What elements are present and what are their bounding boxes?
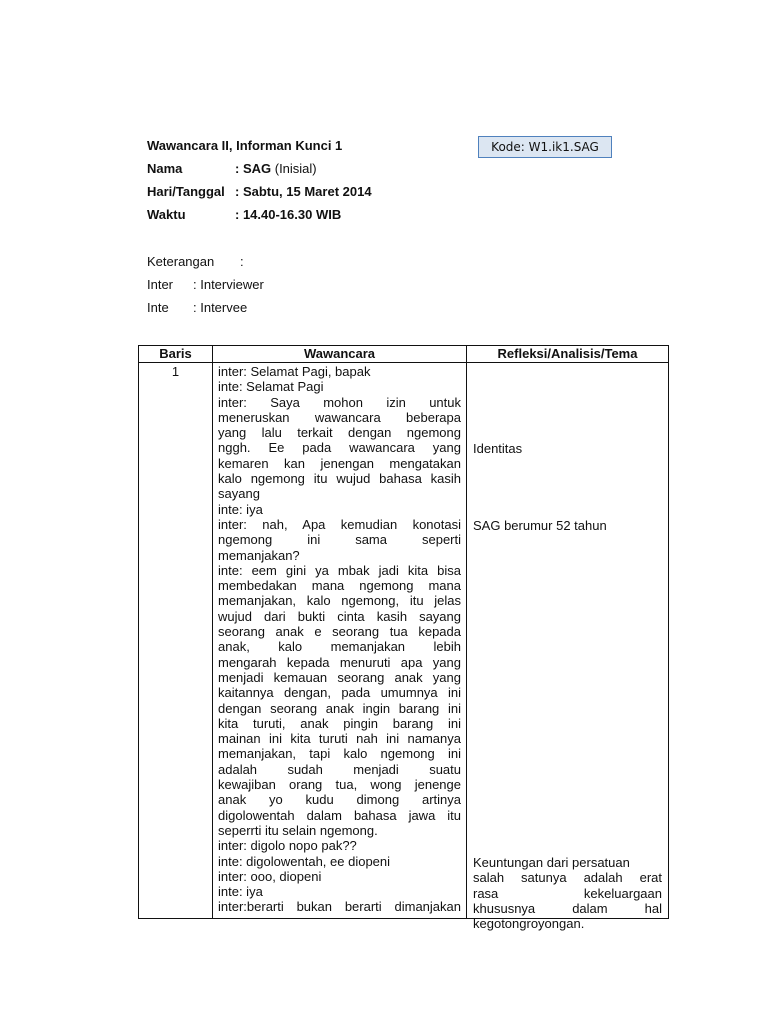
- wawancara-line: inte: Selamat Pagi: [218, 379, 324, 395]
- tanggal-label: Hari/Tanggal: [147, 184, 225, 199]
- refleksi-identitas: Identitas: [473, 441, 523, 456]
- header-wawancara: Wawancara: [213, 346, 467, 363]
- keterangan-label: Keterangan: [147, 254, 215, 269]
- wawancara-line: membedakan mana ngemong mana: [218, 578, 461, 594]
- document-title: [147, 138, 342, 154]
- refleksi-umur: SAG berumur 52 tahun: [473, 518, 607, 533]
- tanggal-value: : Sabtu, 15 Maret 2014: [235, 184, 372, 199]
- code-box: Kode: W1.ik1.SAG: [478, 136, 612, 158]
- legend-value: : Intervee: [193, 300, 248, 315]
- wawancara-line: mengarah kepada menuruti apa yang: [218, 654, 461, 670]
- header-refleksi: Refleksi/Analisis/Tema: [467, 346, 669, 363]
- wawancara-line: memanjakan, tapi kalo ngemong ini: [218, 746, 461, 762]
- wawancara-line: inter: nah, Apa kemudian konotasi: [218, 516, 461, 532]
- wawancara-line: menjadi kemauan seorang anak yang: [218, 669, 461, 685]
- wawancara-line: mainan ini kita turuti nah ini namanya: [218, 731, 461, 747]
- wawancara-line: inte: eem gini ya mbak jadi kita bisa: [218, 562, 461, 578]
- legend-inte: [147, 300, 247, 316]
- wawancara-line: digolowentah dalam bahasa jawa itu: [218, 807, 461, 823]
- wawancara-line: inter:berarti bukan berarti dimanjakan: [218, 899, 461, 915]
- refleksi-keuntungan: [473, 855, 662, 931]
- nama-label: Nama: [147, 161, 183, 176]
- interview-table: [138, 345, 669, 932]
- wawancara-line: seorang anak e seorang tua kepada: [218, 624, 461, 640]
- wawancara-line: yang lalu terkait dengan ngemong: [218, 425, 461, 441]
- tanggal-line: [147, 184, 372, 200]
- table-header-row: [139, 346, 669, 363]
- wawancara-line: adalah sudah menjadi suatu: [218, 761, 461, 777]
- wawancara-line: inte: iya: [218, 501, 263, 517]
- wawancara-line: kaitannya dengan, pada umumnya ini: [218, 685, 461, 701]
- wawancara-line: anak yo kudu dimong artinya: [218, 792, 461, 808]
- table-row: [139, 363, 669, 919]
- wawancara-line: memanjakan, kalo ngemong, itu jelas: [218, 593, 461, 609]
- wawancara-line: inter: ooo, diopeni: [218, 868, 322, 884]
- wawancara-line: anak, kalo memanjakan lebih: [218, 639, 461, 655]
- wawancara-line: inte: iya: [218, 884, 263, 900]
- wawancara-line: meneruskan wawancara beberapa: [218, 409, 461, 425]
- refleksi-line: rasa kekeluargaan: [473, 885, 662, 901]
- wawancara-line: ngemong ini sama seperti: [218, 532, 461, 548]
- nama-suffix: (Inisial): [271, 161, 317, 176]
- wawancara-line: kita turuti, anak pingin barang ini: [218, 715, 461, 731]
- refleksi-line: khususnya dalam hal: [473, 900, 662, 916]
- baris-cell: 1: [139, 363, 213, 919]
- header-baris: Baris: [139, 346, 213, 363]
- keterangan-line: [147, 254, 244, 270]
- title-text: Wawancara II, Informan Kunci 1: [147, 138, 343, 153]
- wawancara-line: inte: digolowentah, ee diopeni: [218, 853, 391, 869]
- refleksi-cell: [467, 363, 669, 932]
- waktu-line: [147, 207, 341, 223]
- wawancara-line: seperrti itu selain ngemong.: [218, 822, 378, 838]
- refleksi-line: kegotongroyongan.: [473, 916, 585, 932]
- wawancara-line: nggh. Ee pada wawancara yang: [218, 440, 461, 456]
- wawancara-line: memanjakan?: [218, 547, 300, 563]
- wawancara-line: sayang: [218, 486, 260, 502]
- wawancara-line: dengan seorang anak ingin barang ini: [218, 700, 461, 716]
- wawancara-line: inter: Selamat Pagi, bapak: [218, 364, 371, 379]
- nama-line: [147, 161, 317, 177]
- waktu-label: Waktu: [147, 207, 186, 222]
- wawancara-line: kewajiban orang tua, wong jenenge: [218, 777, 461, 793]
- waktu-value: : 14.40-16.30 WIB: [235, 207, 342, 222]
- nama-value: : SAG: [235, 161, 272, 176]
- wawancara-line: inter: digolo nopo pak??: [218, 838, 357, 854]
- wawancara-line: kalo ngemong itu wujud bahasa kasih: [218, 471, 461, 487]
- wawancara-line: kemaren kan jenengan mengatakan: [218, 455, 461, 471]
- refleksi-line: Keuntungan dari persatuan: [473, 855, 630, 870]
- wawancara-line: inter: Saya mohon izin untuk: [218, 394, 461, 410]
- legend-key: Inte: [147, 300, 169, 315]
- wawancara-line: wujud dari bukti cinta kasih sayang: [218, 608, 461, 624]
- legend-value: : Interviewer: [193, 277, 264, 292]
- legend-key: Inter: [147, 277, 174, 292]
- legend-inter: [147, 277, 264, 293]
- keterangan-colon: :: [240, 254, 244, 269]
- refleksi-line: salah satunya adalah erat: [473, 870, 662, 886]
- wawancara-cell: [213, 363, 467, 919]
